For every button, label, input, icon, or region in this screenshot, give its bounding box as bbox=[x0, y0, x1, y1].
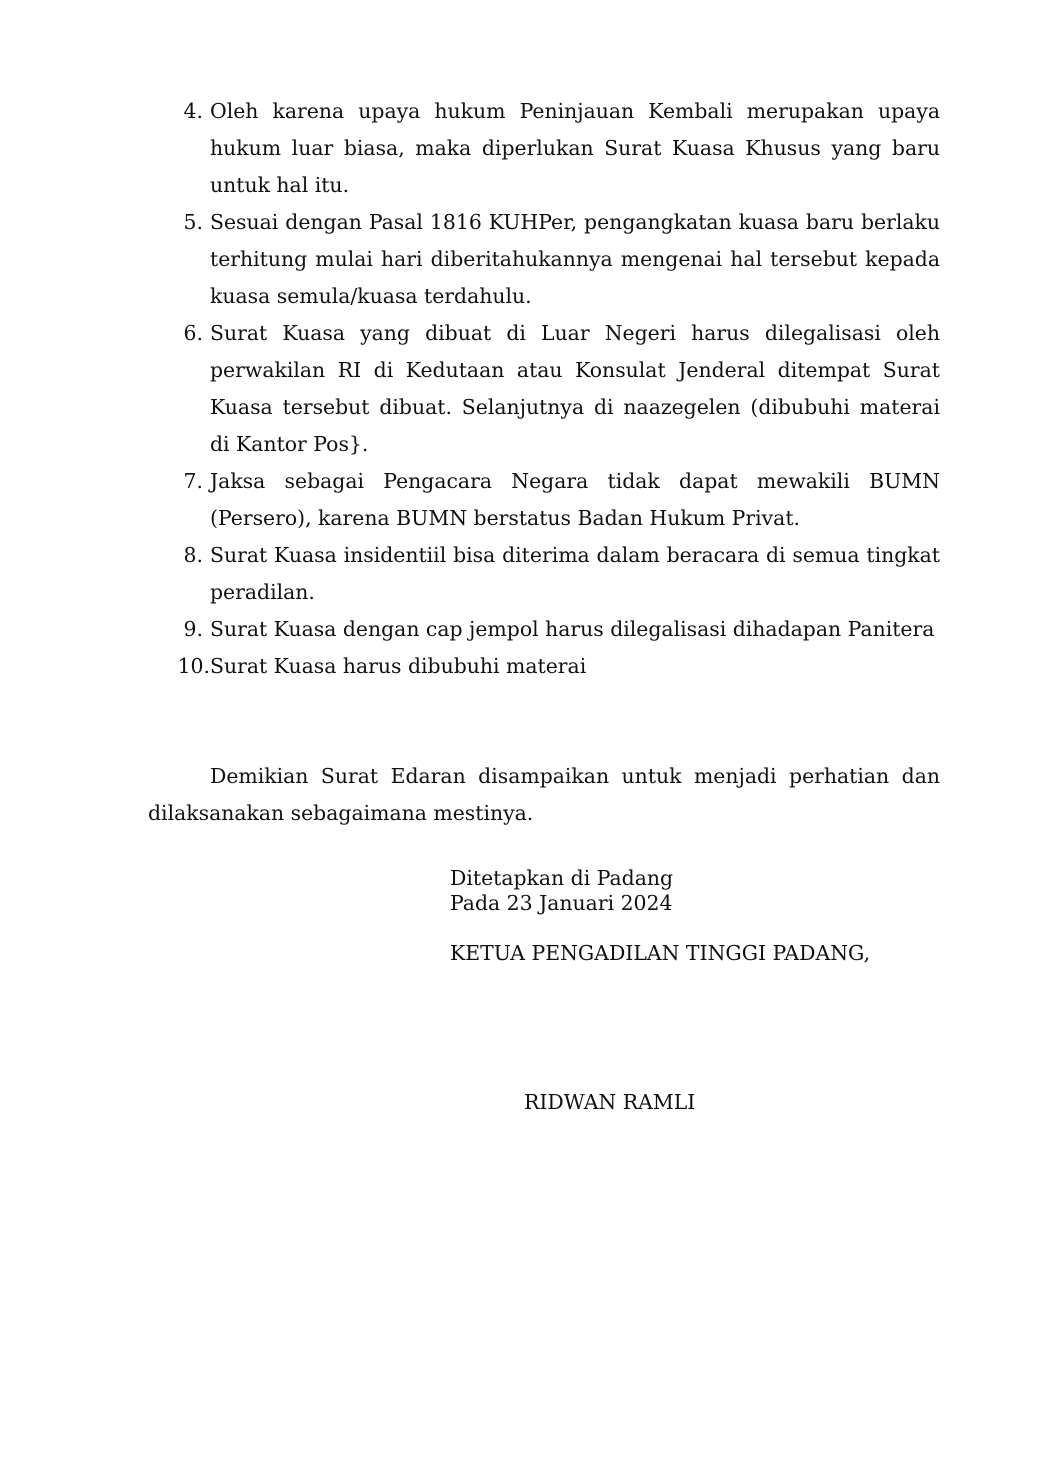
closing-paragraph: Demikian Surat Edaran disampaikan untuk menjadi perhatian dan dilaksanakan sebagaimana mestinya. bbox=[148, 764, 940, 825]
list-item-text: Jaksa sebagai Pengacara Negara tidak dapat mewakili BUMN (Persero), karena BUMN berstatus Badan Hukum Privat. bbox=[210, 469, 940, 530]
list-item-text: Surat Kuasa yang dibuat di Luar Negeri harus dilegalisasi oleh perwakilan RI di Kedutaan atau Konsulat Jenderal ditempat Surat Kuasa tersebut dibuat. Selanjutnya di naazegelen (dibubuhi materai di Kantor Pos}. bbox=[210, 321, 940, 456]
list-item-text: Surat Kuasa dengan cap jempol harus dilegalisasi dihadapan Panitera bbox=[210, 617, 935, 641]
signature-place: Ditetapkan di Padang bbox=[450, 866, 674, 890]
list-item bbox=[148, 537, 940, 611]
signature-date: Pada 23 Januari 2024 bbox=[450, 891, 673, 915]
signatory-name: RIDWAN RAMLI bbox=[524, 1090, 696, 1114]
list-item-number: 9. bbox=[183, 617, 203, 641]
list-item-number: 4. bbox=[183, 99, 203, 123]
list-item bbox=[148, 204, 940, 315]
list-item-text: Oleh karena upaya hukum Peninjauan Kembali merupakan upaya hukum luar biasa, maka diperlukan Surat Kuasa Khusus yang baru untuk hal itu. bbox=[210, 99, 940, 197]
numbered-list bbox=[148, 93, 940, 685]
list-item bbox=[148, 463, 940, 537]
list-item bbox=[148, 93, 940, 204]
list-item-number: 8. bbox=[183, 543, 203, 567]
list-item-text: Surat Kuasa insidentiil bisa diterima dalam beracara di semua tingkat peradilan. bbox=[210, 543, 940, 604]
list-item bbox=[148, 315, 940, 463]
signatory-title: KETUA PENGADILAN TINGGI PADANG, bbox=[450, 941, 871, 965]
list-item-number: 10. bbox=[177, 654, 210, 678]
list-item bbox=[148, 648, 940, 685]
list-item-number: 7. bbox=[183, 469, 203, 493]
list-item-number: 5. bbox=[183, 210, 203, 234]
list-item-text: Surat Kuasa harus dibubuhi materai bbox=[210, 654, 587, 678]
list-item-text: Sesuai dengan Pasal 1816 KUHPer, pengangkatan kuasa baru berlaku terhitung mulai hari diberitahukannya mengenai hal tersebut kepada kuasa semula/kuasa terdahulu. bbox=[210, 210, 940, 308]
list-item-number: 6. bbox=[183, 321, 203, 345]
list-item bbox=[148, 611, 940, 648]
